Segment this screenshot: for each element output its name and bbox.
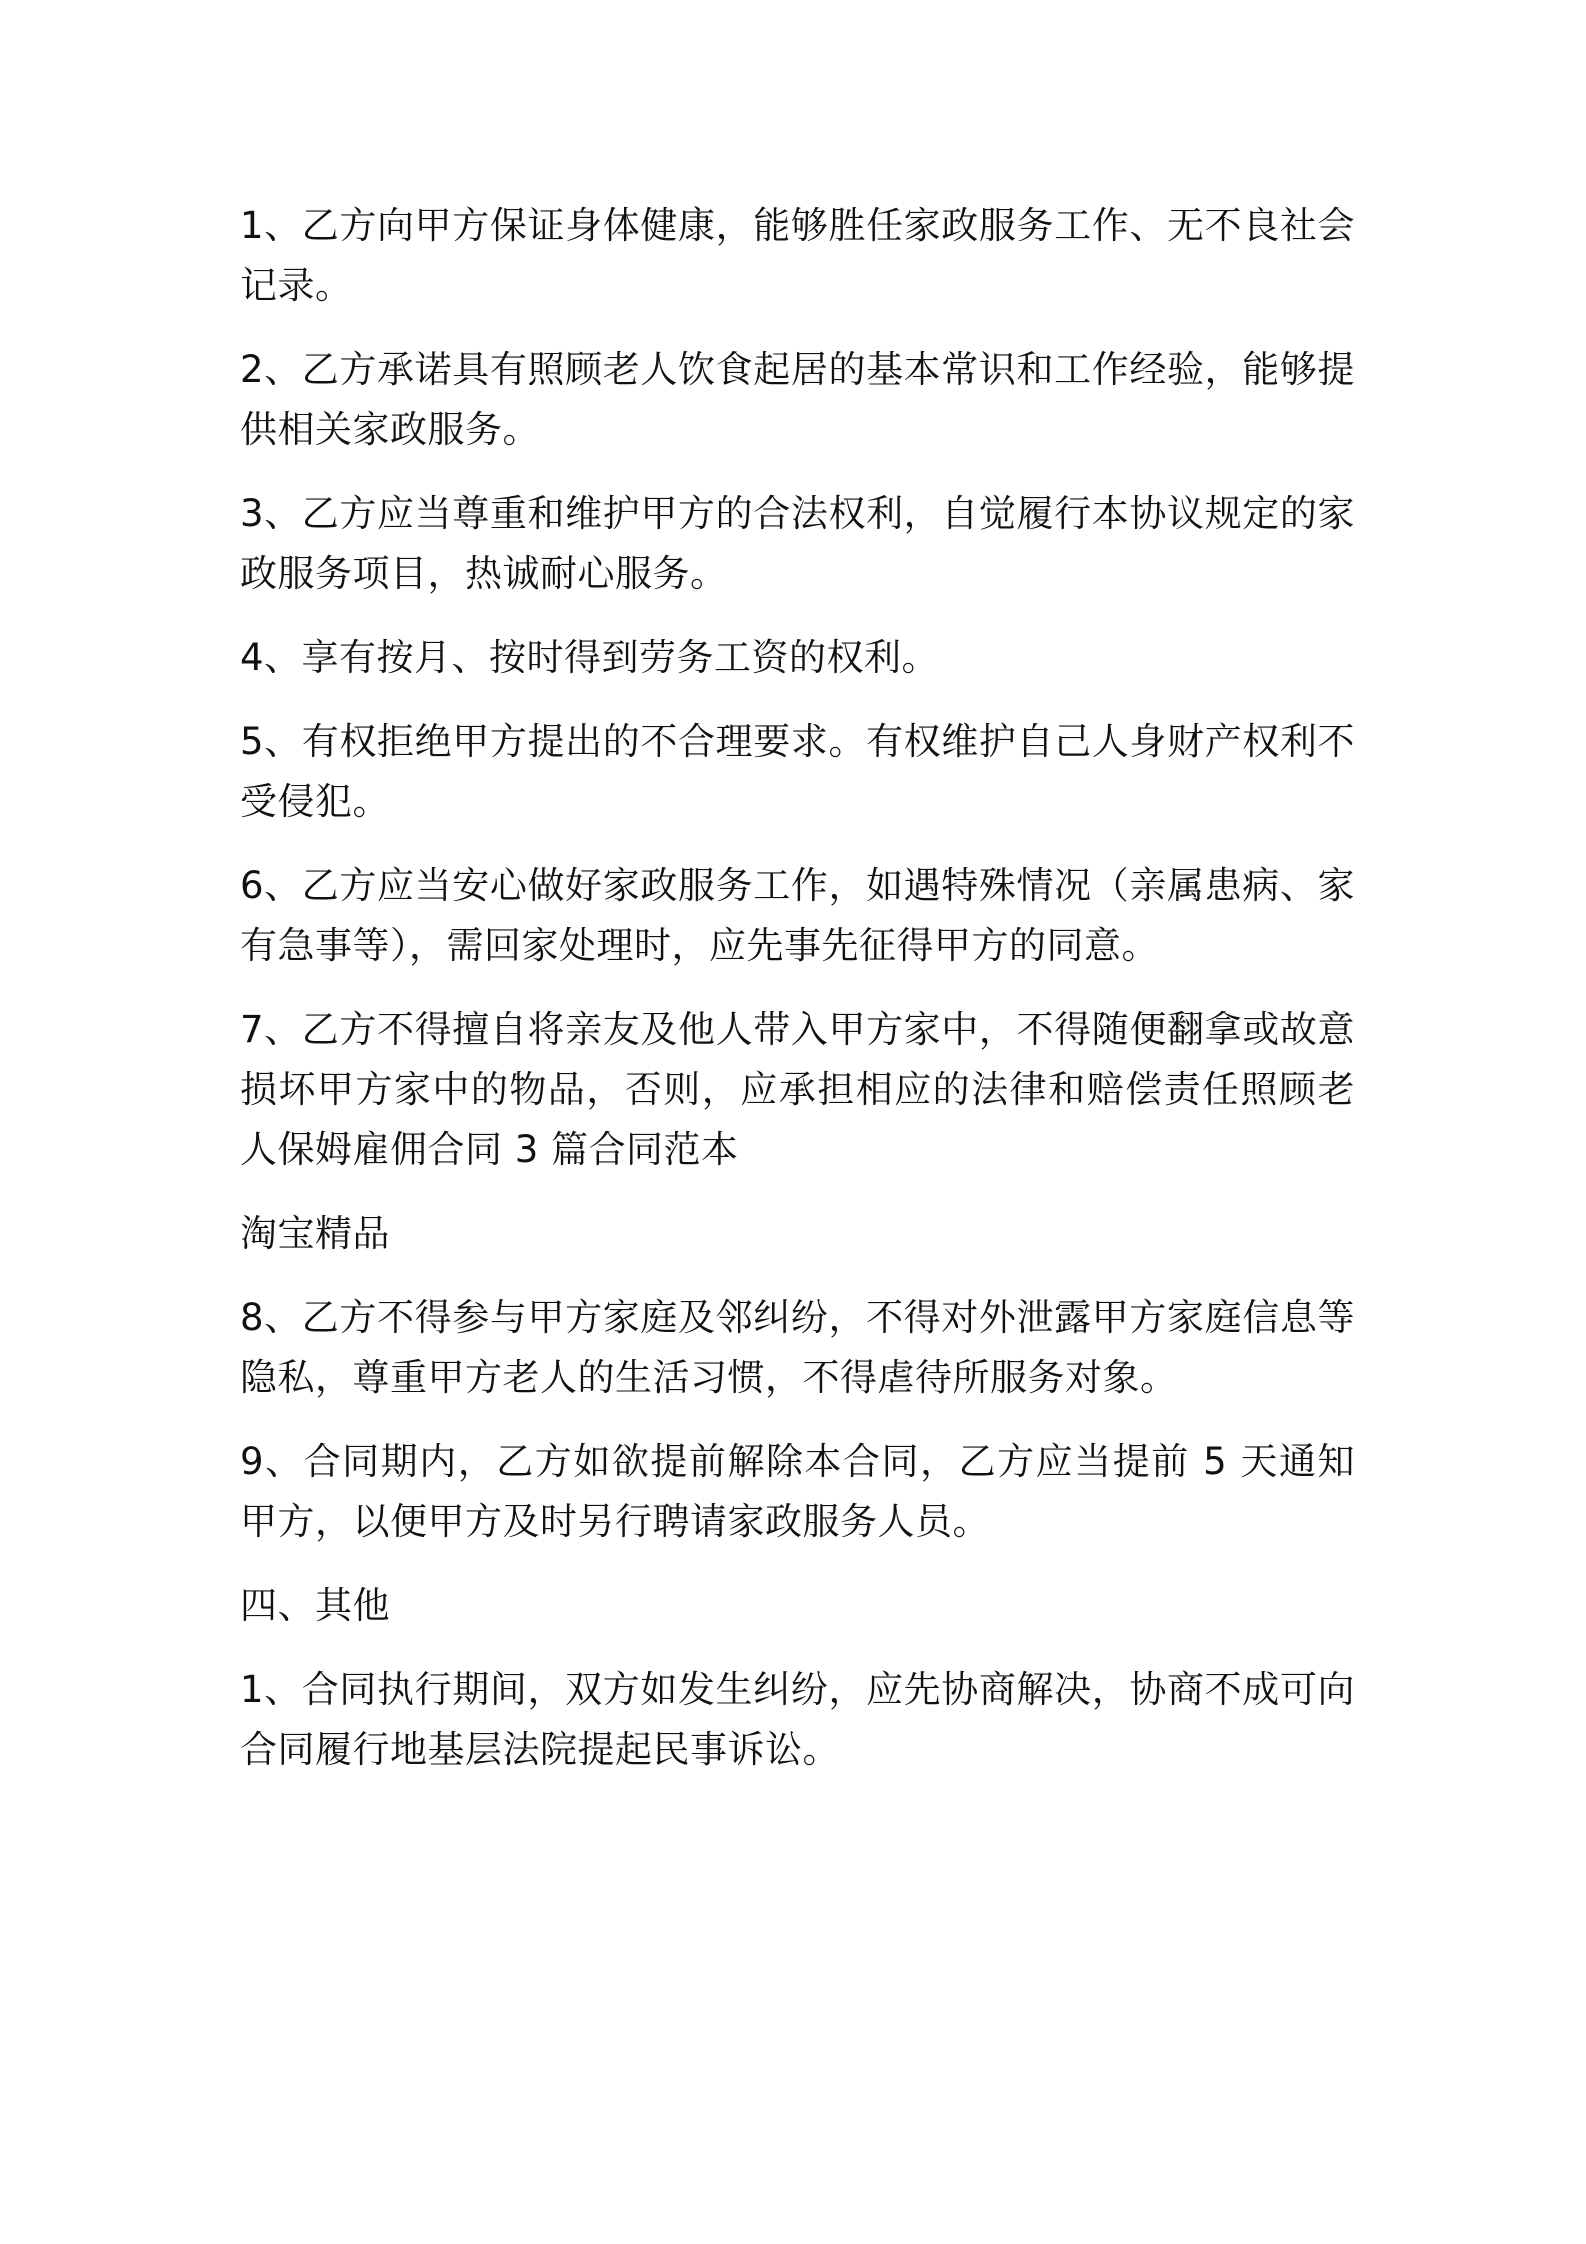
inserted-note: 淘宝精品 [240,1212,390,1255]
clause-b-6: 6、乙方应当安心做好家政服务工作，如遇特殊情况（亲属患病、家有急事等），需回家处理时，应先事先征得甲方的同意。 [240,864,1355,967]
clause-b-3: 3、乙方应当尊重和维护甲方的合法权利，自觉履行本协议规定的家政服务项目，热诚耐心服务。 [240,492,1355,595]
document-body [240,196,1355,1804]
section-heading-other: 四、其他 [240,1584,390,1627]
clause-d-1: 1、合同执行期间，双方如发生纠纷，应先协商解决，协商不成可向合同履行地基层法院提起民事诉讼。 [240,1668,1355,1771]
clause-b-1: 1、乙方向甲方保证身体健康，能够胜任家政服务工作、无不良社会记录。 [240,204,1355,307]
clause-b-9: 9、合同期内，乙方如欲提前解除本合同，乙方应当提前 5 天通知甲方，以便甲方及时另行聘请家政服务人员。 [240,1440,1355,1543]
clause-b-8: 8、乙方不得参与甲方家庭及邻纠纷，不得对外泄露甲方家庭信息等隐私，尊重甲方老人的生活习惯，不得虐待所服务对象。 [240,1296,1355,1399]
clause-b-7: 7、乙方不得擅自将亲友及他人带入甲方家中，不得随便翻拿或故意损坏甲方家中的物品，否则，应承担相应的法律和赔偿责任照顾老人保姆雇佣合同 3 篇合同范本 [240,1008,1355,1171]
clause-b-2: 2、乙方承诺具有照顾老人饮食起居的基本常识和工作经验，能够提供相关家政服务。 [240,348,1355,451]
clause-b-5: 5、有权拒绝甲方提出的不合理要求。有权维护自己人身财产权利不受侵犯。 [240,720,1355,823]
clause-b-4: 4、享有按月、按时得到劳务工资的权利。 [240,636,940,679]
